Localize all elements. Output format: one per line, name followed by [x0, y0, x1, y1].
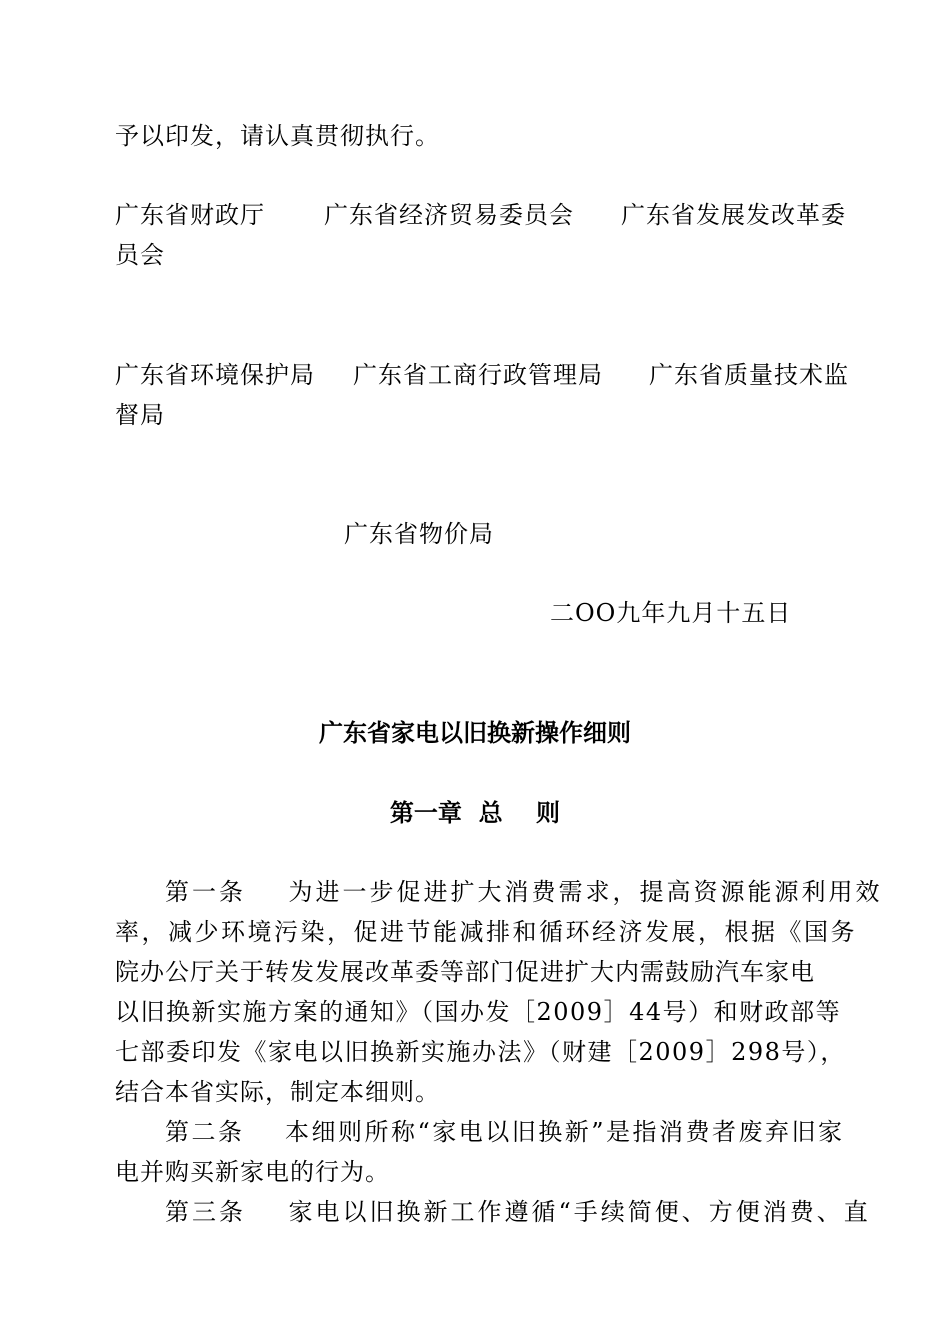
- issuer-environment-bureau: 广东省环境保护局: [115, 361, 315, 389]
- body-line: 第一条 为进一步促进扩大消费需求，提高资源能源利用效: [165, 878, 883, 906]
- body-line: 结合本省实际，制定本细则。: [115, 1078, 440, 1106]
- issuer-industry-commerce-bureau: 广东省工商行政管理局: [353, 361, 603, 389]
- issuer-development-reform-commission: 广东省发展发改革委: [621, 201, 846, 229]
- issuer-quality-supervision-bureau: 广东省质量技术监: [649, 361, 849, 389]
- intro-line: 予以印发，请认真贯彻执行。: [115, 122, 440, 150]
- issuer-row1-wrap: 员会: [115, 241, 165, 269]
- document-title: 广东省家电以旧换新操作细则: [319, 719, 631, 747]
- issue-date: 二OO九年九月十五日: [550, 599, 792, 627]
- issuer-row2-wrap: 督局: [115, 401, 165, 429]
- body-line: 七部委印发《家电以旧换新实施办法》（财建［2009］298号），: [115, 1038, 846, 1066]
- body-line: 第二条 本细则所称“家电以旧换新”是指消费者废弃旧家: [165, 1118, 845, 1146]
- body-line: 电并购买新家电的行为。: [115, 1158, 390, 1186]
- body-line: 以旧换新实施方案的通知》（国办发［2009］44号）和财政部等: [115, 998, 842, 1026]
- body-line: 院办公厅关于转发发展改革委等部门促进扩大内需鼓励汽车家电: [115, 958, 815, 986]
- body-line: 第三条 家电以旧换新工作遵循“手续简便、方便消费、直: [165, 1198, 871, 1226]
- chapter-heading: 第一章 总 则: [389, 799, 561, 827]
- issuer-economic-trade-commission: 广东省经济贸易委员会: [324, 201, 574, 229]
- issuer-financial-dept: 广东省财政厅: [115, 201, 265, 229]
- body-line: 率，减少环境污染，促进节能减排和循环经济发展，根据《国务: [115, 918, 857, 946]
- issuer-price-bureau: 广东省物价局: [344, 520, 494, 548]
